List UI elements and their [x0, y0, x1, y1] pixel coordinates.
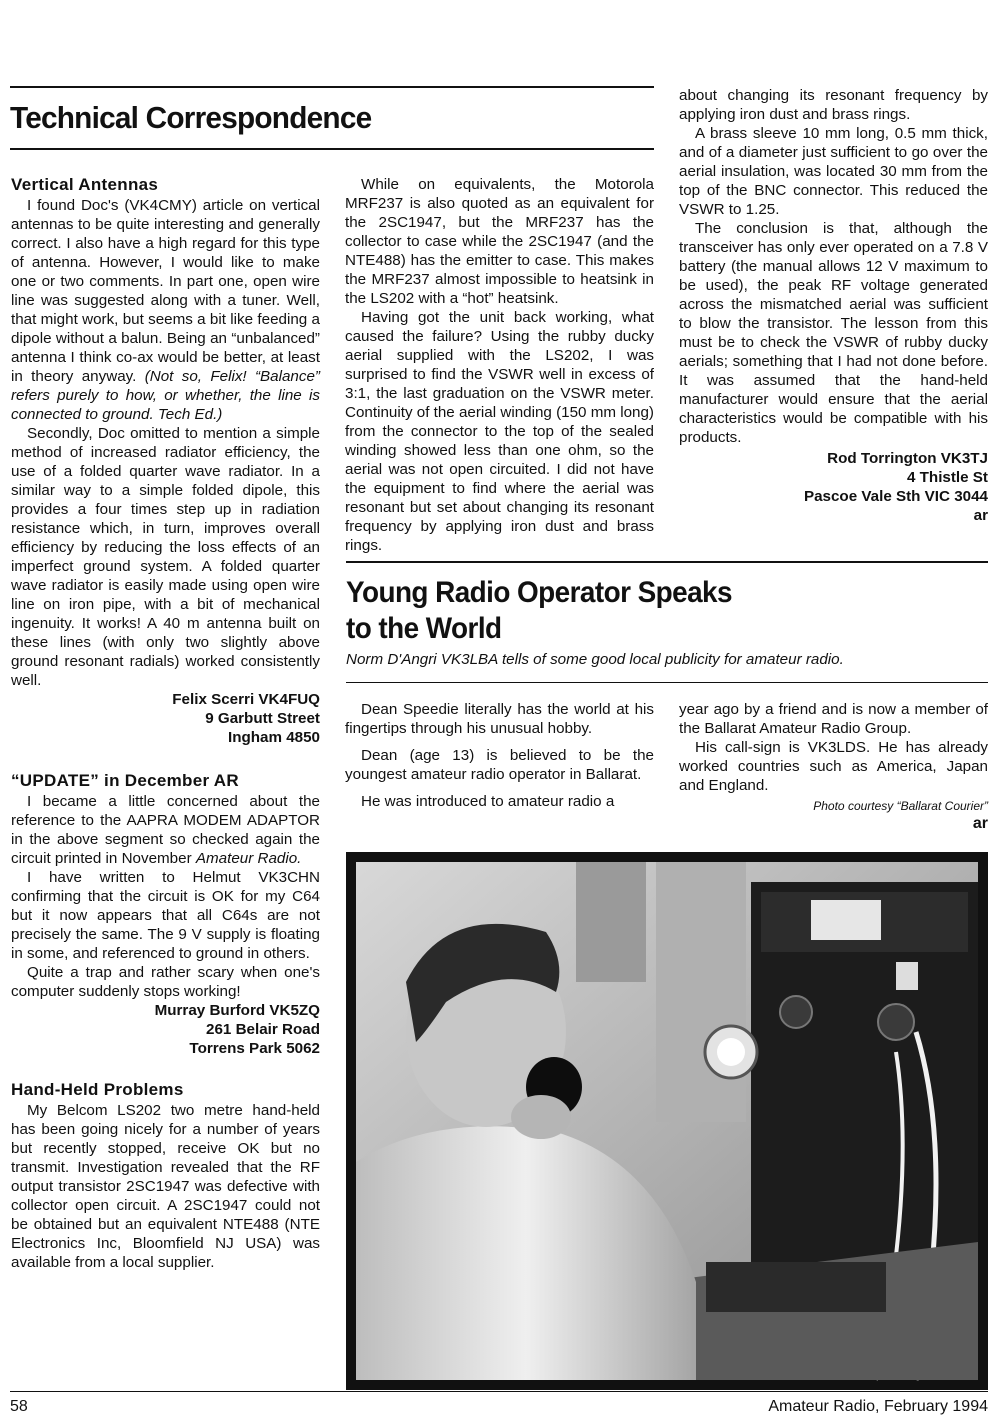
article-photo: [346, 852, 988, 1390]
signature-name: Murray Burford VK5ZQ: [154, 1002, 320, 1019]
signature-rod-torrington: [679, 449, 988, 525]
paragraph: [11, 196, 320, 424]
young-sub-rule: [346, 682, 988, 683]
page-title: Technical Correspondence: [10, 100, 372, 135]
header-underline: [10, 148, 654, 150]
paragraph: While on equivalents, the Motorola MRF237 is also quoted as an equivalent for the 2SC1947, but the MRF237 has the collector to case while the 2SC1947 (and the NTE488) has the emitter to case. This makes the MRF237 almost impossible to heatsink in the LS202 with a “hot” heatsink.: [345, 176, 654, 307]
paragraph: Having got the unit back working, what caused the failure? Using the rubby ducky aerial supplied with the LS202, I was surprised to find the VSWR well in excess of 3:1, the last graduation on the VSWR meter. Continuity of the aerial winding (150 mm long) from the connector to the top of the sealed winding showed less than one ohm, so the aerial was not open circuited. I did not have the equipment to find where the aerial was resonant but set about changing its resonant frequency by applying iron dust and brass rings.: [345, 309, 654, 554]
paragraph: Secondly, Doc omitted to mention a simple method of increased radiator efficiency, the use of a folded quarter wave radiator. In a similar way to a simple folded dipole, this provides a four times step up in radiation resistance which, in turn, improves overall efficiency by reducing the loss effects of an imperfect ground system. A folded quarter wave radiator is easily made using open wire line on iron pipe, with a bit of mechanical ingenuity. It works! A 40 m antenna built on these lines (with only two slightly above ground resonant radials) worked consistently well.: [11, 425, 320, 689]
paragraph: My Belcom LS202 two metre hand-held has been going nicely for a number of years but recently stopped, receive OK but no transmit. Investigation revealed that the RF output transistor 2SC1947 was defective with collector open circuit. A 2SC1947 could not be obtained but an equivalent NTE488 (NTE Electronics Inc, Bloomfield NJ USA) was available from a local supplier.: [11, 1102, 320, 1271]
section-heading-update: “UPDATE” in December AR: [11, 771, 239, 790]
column-1: [11, 175, 320, 1272]
magazine-name: Amateur Radio.: [195, 850, 302, 867]
editor-note: (Not so, Felix! “Balance” refers purely to how, or whether, the line is connected to ground. Tech Ed.): [11, 368, 320, 423]
article-title-line-1: Young Radio Operator Speaks: [346, 576, 732, 609]
photo-credit: Photo courtesy “Ballarat Courier”: [813, 799, 988, 813]
signature-town: Pascoe Vale Sth VIC 3044: [803, 488, 988, 505]
signature-address: 261 Belair Road: [206, 1021, 320, 1038]
paragraph: His call-sign is VK3LDS. He has already worked countries such as America, Japan and England.: [679, 739, 988, 794]
section-heading-vertical-antennas: Vertical Antennas: [11, 175, 159, 194]
article-title-line-2: to the World: [346, 612, 502, 645]
paragraph-continued: year ago by a friend and is now a member of the Ballarat Amateur Radio Group.: [679, 701, 988, 737]
signature-name: Rod Torrington VK3TJ: [827, 450, 988, 467]
end-mark: ar: [973, 507, 988, 524]
paragraph-continued: about changing its resonant frequency by applying iron dust and brass rings.: [679, 87, 988, 123]
signature-name: Felix Scerri VK4FUQ: [172, 691, 320, 708]
section-heading-hand-held-problems: Hand-Held Problems: [11, 1080, 184, 1099]
paragraph: The conclusion is that, although the transceiver has only ever operated on a 7.8 V battery (the manual allows 12 V maximum to be used), the peak RF voltage generated across the mismatched aerial was sufficient to blow the transistor. The lesson from this must be to check the VSWR of rubby ducky aerials; something that I had not done before. It was assumed that the hand-held manufacturer would ensure that the aerial characteristics would be compatible with his products.: [679, 220, 988, 446]
paragraph: [11, 792, 320, 868]
young-column-2: [679, 700, 988, 833]
paragraph: I have written to Helmut VK3CHN confirming that the circuit is OK for my C64 but it now appears that all C64s are not precisely the same. The 9 V supply is floating in some, and referenced to ground in others.: [11, 869, 320, 962]
footer-rule: [10, 1391, 988, 1392]
article-subtitle: Norm D'Angri VK3LBA tells of some good local publicity for amateur radio.: [346, 651, 844, 668]
paragraph: A brass sleeve 10 mm long, 0.5 mm thick, and of a diameter just sufficient to go over the aerial insulation, was located 30 mm from the top of the BNC connector. This reduced the VSWR to 1.25.: [679, 125, 988, 218]
signature-address: 9 Garbutt Street: [205, 710, 320, 727]
end-mark: ar: [972, 815, 988, 832]
column-2: [345, 175, 654, 554]
signature-address: 4 Thistle St: [906, 469, 988, 486]
young-column-1: [345, 700, 654, 811]
signature-town: Ingham 4850: [227, 729, 320, 746]
page-number: 58: [10, 1398, 28, 1415]
top-rule-left: [10, 86, 654, 88]
paragraph: Dean (age 13) is believed to be the youngest amateur radio operator in Ballarat.: [345, 747, 654, 783]
article-title: [346, 575, 732, 647]
paragraph: Quite a trap and rather scary when one's computer suddenly stops working!: [11, 964, 320, 1000]
signature-town: Torrens Park 5062: [189, 1040, 320, 1057]
body-text: I found Doc's (VK4CMY) article on vertical antennas to be quite interesting and generally correct. I also have a high regard for this type of antenna. However, I would like to make one or two comments. In part one, open wire line was suggested along with a tuner. Well, that might work, but seems a bit like feeding a dipole without a balun. Being an “unbalanced” antenna I think co-ax would be better, at least in theory anyway.: [11, 197, 320, 385]
body-text: I became a little concerned about the reference to the AAPRA MODEM ADAPTOR in the above segment so checked again the circuit printed in November: [11, 793, 320, 867]
photo-boy-with-radio: [356, 862, 978, 1380]
paragraph: He was introduced to amateur radio a: [361, 793, 615, 810]
signature-felix-scerri: [11, 690, 320, 747]
young-top-rule: [346, 561, 988, 563]
magazine-footer: Amateur Radio, February 1994: [768, 1398, 988, 1415]
paragraph: Dean Speedie literally has the world at his fingertips through his unusual hobby.: [345, 701, 654, 737]
signature-murray-burford: [11, 1001, 320, 1058]
column-3: [679, 86, 988, 525]
